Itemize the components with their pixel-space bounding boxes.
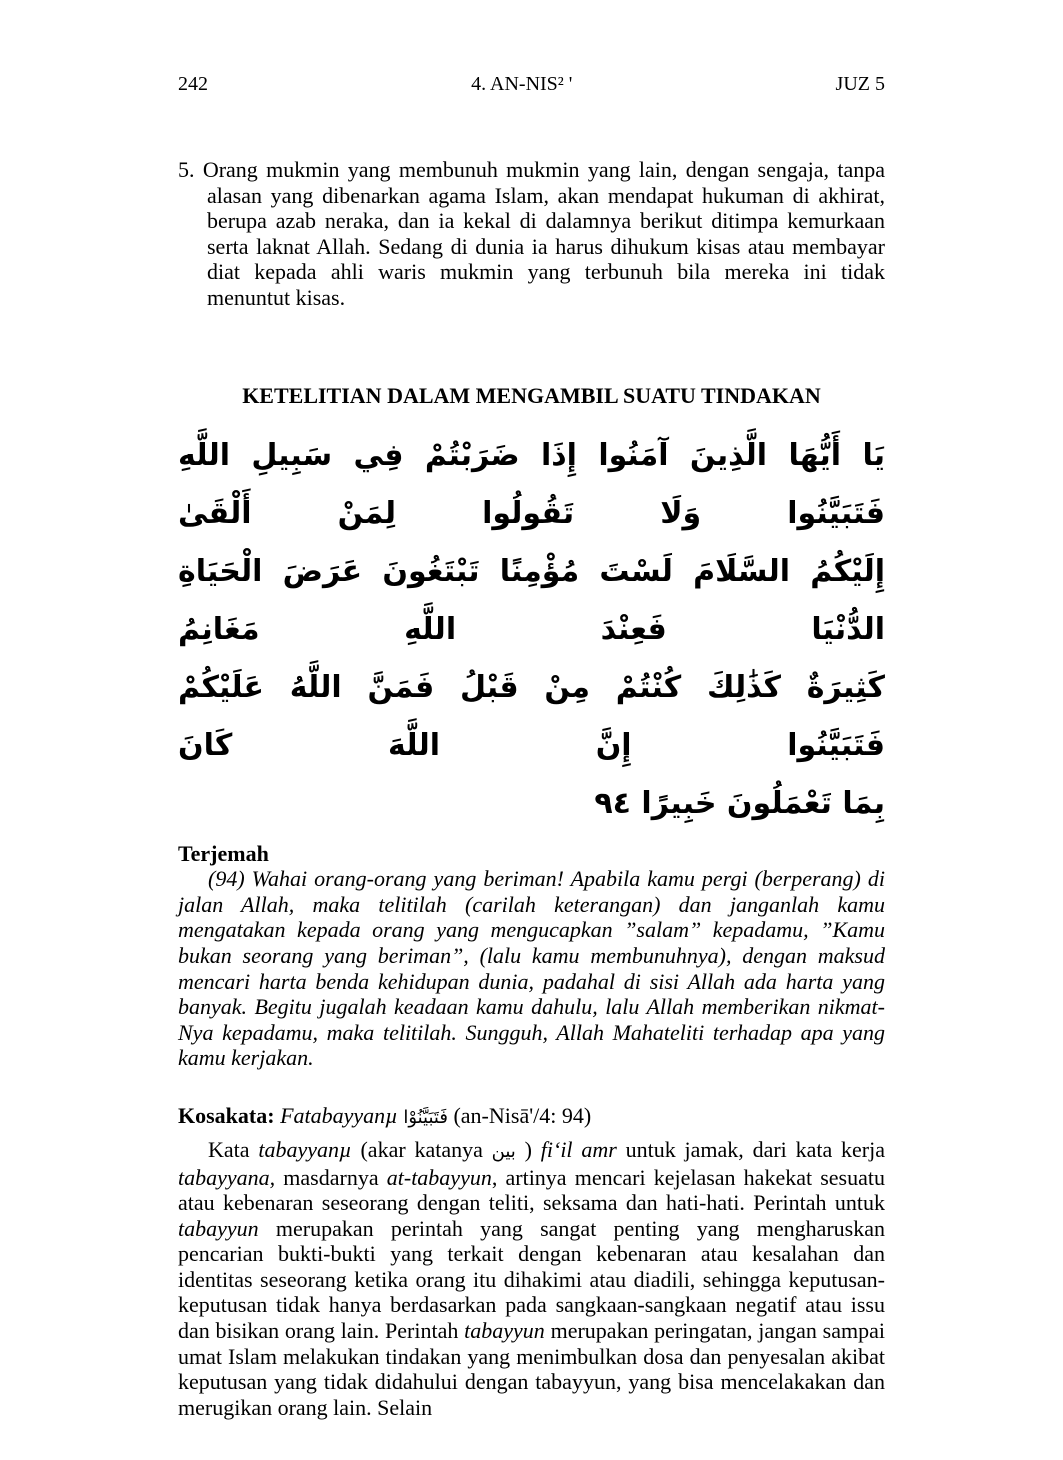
arabic-root: بين xyxy=(491,1140,516,1162)
section-title: KETELITIAN DALAM MENGAMBIL SUATU TINDAKAN xyxy=(242,382,821,408)
chapter-title: 4. AN-NIS² ' xyxy=(471,73,573,95)
page-number: 242 xyxy=(178,73,208,95)
kosakata-label: Kosakata: xyxy=(178,1102,275,1128)
text: merupakan perintah yang sangat penting yang mengharuskan pencarian bukti-bukti yang terkait dengan kebenaran atau kesalahan dan identitas seseorang ketika orang itu dihakimi atau diadili, sehingga keputusan-keputusan tidak hanya berdasarkan pada sangkaan-sangkaan negatif atau issu dan bisikan orang lain. Perintah xyxy=(178,1215,885,1344)
term: at-tabayyun xyxy=(386,1164,492,1190)
arabic-line: إِلَيْكُمُ السَّلَامَ لَسْتَ مُؤْمِنًا تَبْتَغُونَ عَرَضَ الْحَيَاةِ الدُّنْيَا فَعِنْدَ اللَّهِ مَغَانِمُ xyxy=(178,553,885,647)
term: tabayyana, xyxy=(178,1164,276,1190)
terjemah-heading: Terjemah xyxy=(178,840,269,866)
term: tabayyun xyxy=(464,1318,545,1344)
term: tabayyun xyxy=(178,1215,259,1241)
text: merupakan peringatan, jangan sampai umat Islam melakukan tindakan yang menimbulkan dosa dan penyesalan akibat keputusan yang tidak didahului dengan tabayyun, yang bisa mencelakakan dan merugikan orang lain. Selain xyxy=(178,1318,885,1420)
term: tabayyanµ xyxy=(258,1136,352,1162)
text: , artinya mencari kejelasan hakekat sesuatu atau kebenaran seseorang dengan teliti, seksama dan hati-hati. Perintah untuk xyxy=(178,1164,885,1216)
running-header xyxy=(178,72,885,96)
term: fi‘il amr xyxy=(540,1136,617,1162)
arabic-verse xyxy=(178,427,885,833)
text: ) xyxy=(515,1136,541,1162)
kosakata-arabic: فَتَبَيَّنُوْا xyxy=(403,1106,448,1128)
text: masdarnya xyxy=(275,1164,387,1190)
juz-label: JUZ 5 xyxy=(835,73,885,95)
translation: (94) Wahai orang-orang yang beriman! Apabila kamu pergi (berperang) di jalan Allah, maka telitilah (carilah keterangan) dan janganlah kamu mengatakan kepada orang yang mengucapkan ”salam” kepadamu, ”Kamu bukan seorang yang beriman”, (lalu kamu membunuhnya), dengan maksud mencari harta benda kehidupan dunia, padahal di sisi Allah ada harta yang banyak. Begitu jugalah keadaan kamu dahulu, lalu Allah memberikan nikmat-Nya kepadamu, maka telitilah. Sungguh, Allah Mahateliti terhadap apa yang kamu kerjakan. xyxy=(178,866,885,1071)
text: Kata xyxy=(208,1136,259,1162)
arabic-line: يَا أَيُّهَا الَّذِينَ آمَنُوا إِذَا ضَرَبْتُمْ فِي سَبِيلِ اللَّهِ فَتَبَيَّنُوا وَلَا تَقُولُوا لِمَنْ أَلْقَىٰ xyxy=(178,437,885,531)
kosakata-line xyxy=(178,1101,885,1133)
arabic-line: كَثِيرَةٌ كَذَٰلِكَ كُنْتُمْ مِنْ قَبْلُ فَمَنَّ اللَّهُ عَلَيْكُمْ فَتَبَيَّنُوا إِنَّ اللَّهَ كَانَ xyxy=(178,669,885,763)
kosakata-term: Fatabayyanµ xyxy=(280,1102,398,1128)
arabic-line: بِمَا تَعْمَلُونَ خَبِيرًا ٩٤ xyxy=(594,785,885,821)
list-item-5: 5. Orang mukmin yang membunuh mukmin yang lain, dengan sengaja, tanpa alasan yang dibenarkan agama Islam, akan mendapat hukuman di akhirat, berupa azab neraka, dan ia kekal di dalamnya berikut ditimpa kemurkaan serta laknat Allah. Sedang di dunia ia harus dihukum kisas atau membayar diat kepada ahli waris mukmin yang terbunuh bila mereka ini tidak menuntut kisas. xyxy=(178,157,885,310)
text: (akar katanya xyxy=(351,1136,492,1162)
kosakata-ref: (an-Nisā'/4: 94) xyxy=(453,1102,592,1128)
body-paragraph xyxy=(178,1137,885,1421)
text: untuk jamak, dari kata kerja xyxy=(616,1136,885,1162)
